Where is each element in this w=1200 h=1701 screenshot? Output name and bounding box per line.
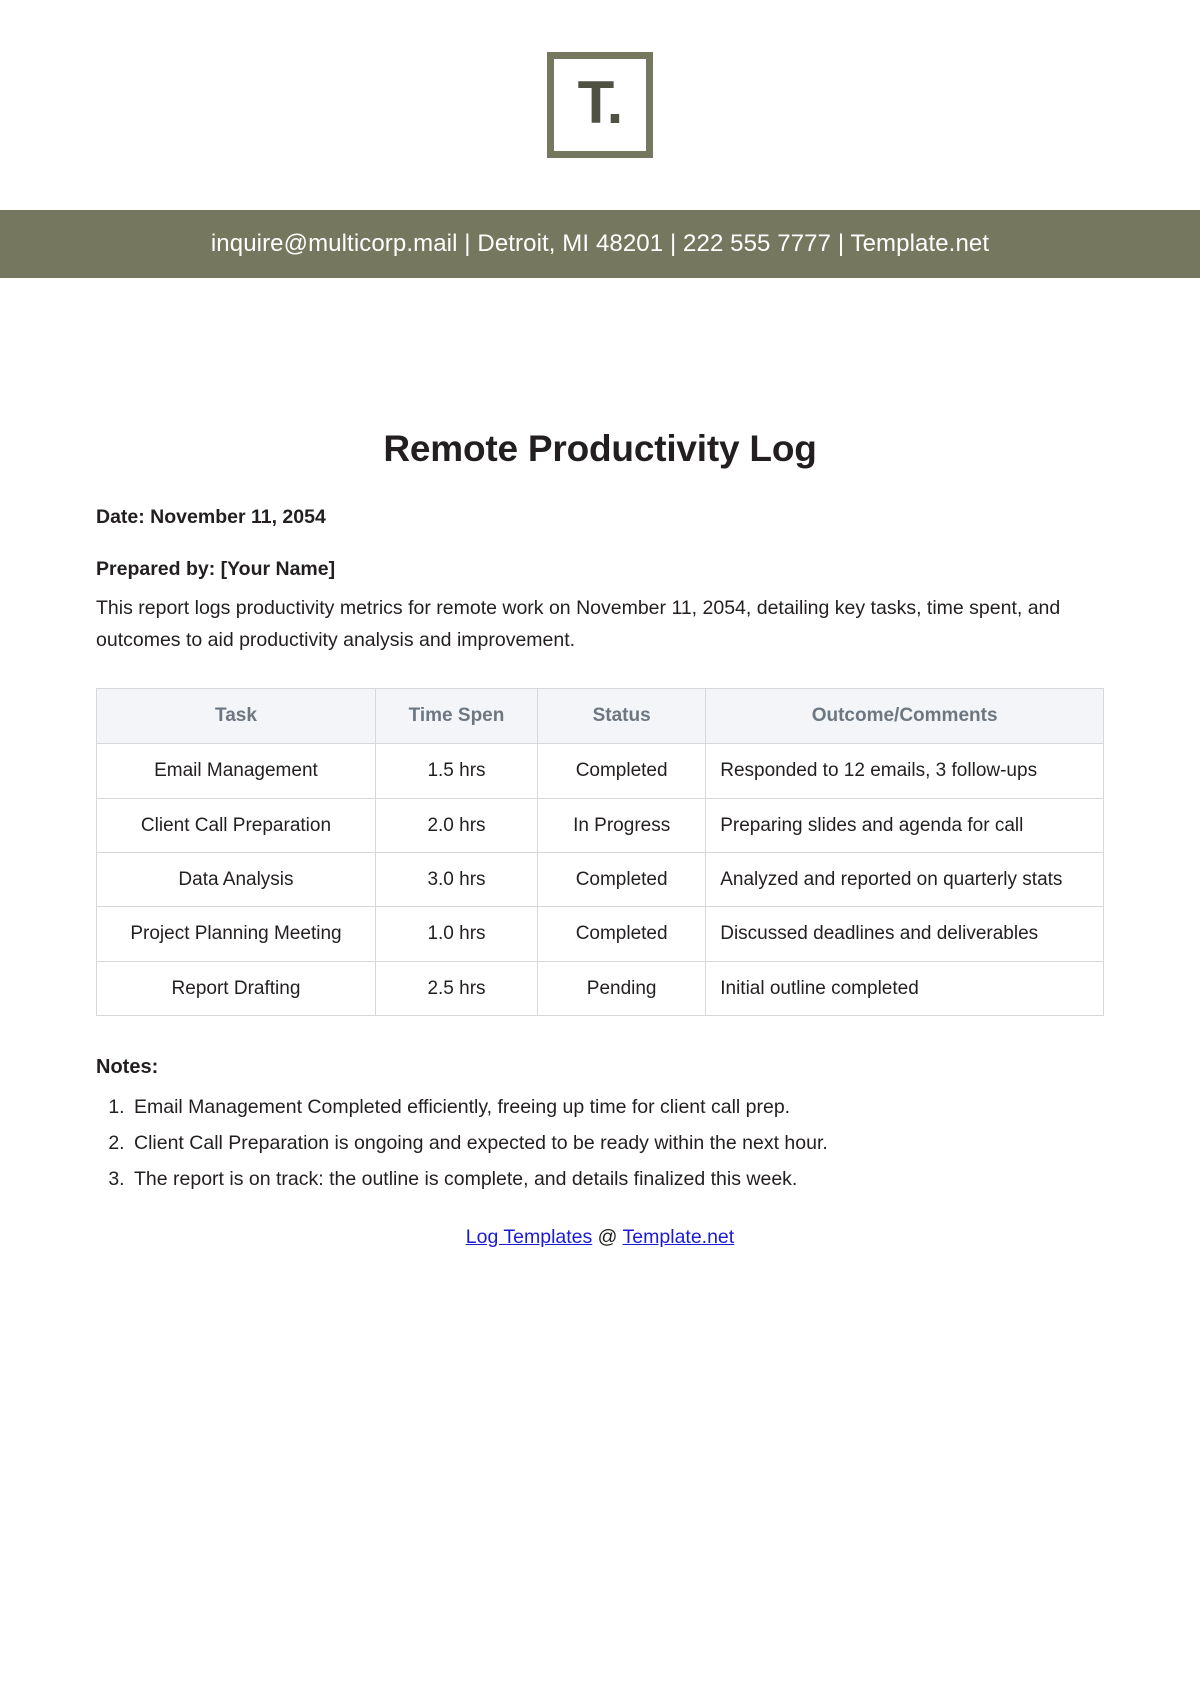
cell-status: Completed <box>538 907 706 961</box>
contact-bar-text: inquire@multicorp.mail | Detroit, MI 48201 | 222 555 7777 | Template.net <box>210 230 990 257</box>
cell-task: Report Drafting <box>97 961 376 1015</box>
logo-inner <box>554 59 646 151</box>
table-header-row <box>97 689 1104 744</box>
cell-outcome: Discussed deadlines and deliverables <box>706 907 1104 961</box>
document-intro: This report logs productivity metrics for remote work on November 11, 2054, detailing key tasks, time spent, and outcomes to aid productivity analysis and improvement. <box>96 597 1061 651</box>
footer-separator: @ <box>592 1225 623 1248</box>
logo-area <box>0 0 1200 158</box>
notes-list <box>96 1089 1104 1197</box>
cell-outcome: Preparing slides and agenda for call <box>706 798 1104 852</box>
column-header-task: Task <box>97 689 376 744</box>
document-date: Date: November 11, 2054 <box>96 506 326 528</box>
logo-letter: T. <box>577 69 623 136</box>
contact-bar <box>0 210 1200 278</box>
template-net-link[interactable]: Template.net <box>622 1225 735 1248</box>
notes-title: Notes: <box>96 1056 159 1079</box>
cell-task: Email Management <box>97 744 376 798</box>
table-header <box>97 689 1104 744</box>
cell-outcome: Analyzed and reported on quarterly stats <box>706 853 1104 907</box>
table-row <box>97 907 1104 961</box>
table-body <box>97 744 1104 1016</box>
cell-time: 1.0 hrs <box>375 907 537 961</box>
cell-time: 3.0 hrs <box>375 853 537 907</box>
column-header-status: Status <box>538 689 706 744</box>
cell-outcome: Responded to 12 emails, 3 follow-ups <box>706 744 1104 798</box>
cell-status: In Progress <box>538 798 706 852</box>
cell-status: Pending <box>538 961 706 1015</box>
cell-status: Completed <box>538 853 706 907</box>
table-row <box>97 853 1104 907</box>
column-header-time-spent: Time Spen <box>375 689 537 744</box>
cell-time: 2.5 hrs <box>375 961 537 1015</box>
document-prepared-by: Prepared by: [Your Name] <box>96 558 336 580</box>
column-header-outcome: Outcome/Comments <box>706 689 1104 744</box>
footer-links <box>96 1226 1104 1249</box>
cell-task: Client Call Preparation <box>97 798 376 852</box>
list-item: 3. The report is on track: the outline is complete, and details finalized this week. <box>130 1161 1104 1197</box>
page-title: Remote Productivity Log <box>383 428 817 469</box>
cell-time: 2.0 hrs <box>375 798 537 852</box>
cell-outcome: Initial outline completed <box>706 961 1104 1015</box>
cell-task: Project Planning Meeting <box>97 907 376 961</box>
cell-task: Data Analysis <box>97 853 376 907</box>
productivity-log-table <box>96 688 1104 1016</box>
document-body <box>0 428 1200 1249</box>
log-templates-link[interactable]: Log Templates <box>465 1225 593 1248</box>
table-row <box>97 798 1104 852</box>
list-item: 1. Email Management Completed efficiently, freeing up time for client call prep. <box>130 1089 1104 1125</box>
list-item: 2. Client Call Preparation is ongoing and expected to be ready within the next hour. <box>130 1125 1104 1161</box>
cell-status: Completed <box>538 744 706 798</box>
cell-time: 1.5 hrs <box>375 744 537 798</box>
template-logo-icon <box>547 52 653 158</box>
table-row <box>97 961 1104 1015</box>
table-row <box>97 744 1104 798</box>
